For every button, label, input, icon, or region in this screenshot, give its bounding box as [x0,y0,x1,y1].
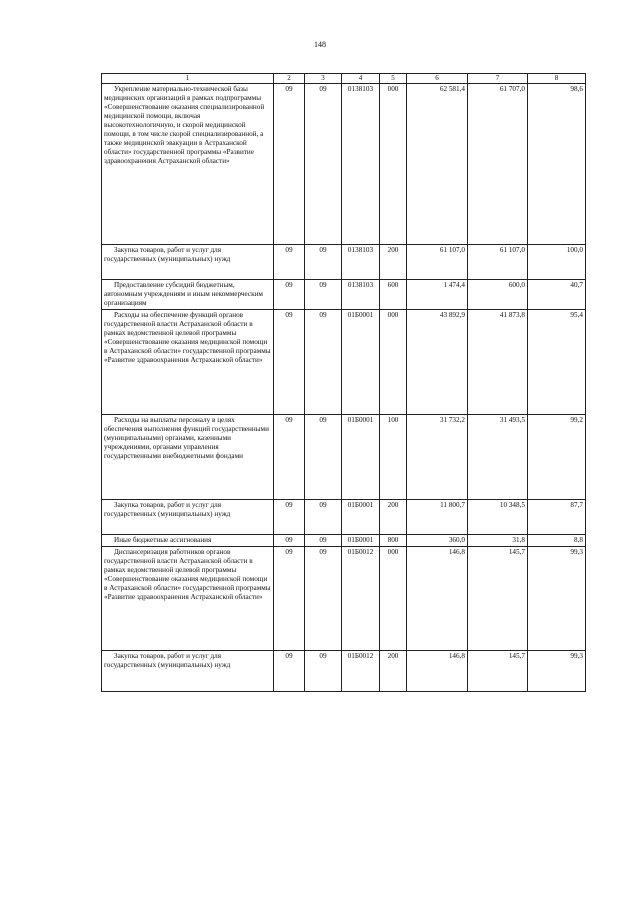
row-percent: 8,8 [528,535,586,547]
row-planned: 62 581,4 [407,84,468,245]
table-row [102,547,586,651]
budget-table [101,73,586,692]
row-name: Расходы на выплаты персоналу в целях обеспечения выполнения функций государственными (муниципальными) органами, казенными учреждениями, органами управления государственными внебюджетными фондами [102,415,274,500]
row-target-article: 01Б0012 [342,547,380,651]
row-name: Иные бюджетные ассигнования [102,535,274,547]
row-percent: 100,0 [528,245,586,280]
row-expense-type: 200 [380,500,407,535]
row-planned: 146,8 [407,651,468,692]
header-col-8: 8 [528,74,586,84]
row-expense-type: 000 [380,310,407,415]
row-expense-type: 000 [380,84,407,245]
row-section: 09 [274,84,305,245]
row-subsection: 09 [305,84,342,245]
row-name: Диспансеризация работников органов государственной власти Астраханской области в рамках ведомственной целевой программы «Совершенствование оказания медицинской помощи в Астраханской области» государственной программы «Развитие здравоохранения Астраханской области» [102,547,274,651]
row-planned: 43 892,9 [407,310,468,415]
row-section: 09 [274,535,305,547]
row-executed: 31 493,5 [468,415,528,500]
row-target-article: 0138103 [342,84,380,245]
table-row [102,84,586,245]
row-planned: 146,8 [407,547,468,651]
table-row [102,415,586,500]
header-col-1: 1 [102,74,274,84]
page-number: 148 [314,40,326,49]
row-subsection: 09 [305,651,342,692]
row-percent: 95,4 [528,310,586,415]
row-planned: 1 474,4 [407,280,468,310]
row-percent: 40,7 [528,280,586,310]
row-section: 09 [274,310,305,415]
row-subsection: 09 [305,280,342,310]
row-section: 09 [274,415,305,500]
header-row [102,74,586,84]
row-planned: 11 800,7 [407,500,468,535]
row-target-article: 0138103 [342,280,380,310]
row-subsection: 09 [305,535,342,547]
row-subsection: 09 [305,245,342,280]
row-percent: 99,3 [528,547,586,651]
row-expense-type: 000 [380,547,407,651]
row-expense-type: 200 [380,651,407,692]
row-name: Закупка товаров, работ и услуг для государственных (муниципальных) нужд [102,500,274,535]
row-planned: 61 107,0 [407,245,468,280]
table-row [102,280,586,310]
row-executed: 145,7 [468,547,528,651]
row-expense-type: 200 [380,245,407,280]
row-target-article: 01Б0001 [342,310,380,415]
row-percent: 98,6 [528,84,586,245]
row-executed: 10 348,5 [468,500,528,535]
row-target-article: 01Б0001 [342,500,380,535]
row-subsection: 09 [305,415,342,500]
row-section: 09 [274,547,305,651]
row-subsection: 09 [305,547,342,651]
row-name: Закупка товаров, работ и услуг для государственных (муниципальных) нужд [102,245,274,280]
row-planned: 31 732,2 [407,415,468,500]
row-name: Расходы на обеспечение функций органов государственной власти Астраханской области в рамках ведомственной целевой программы «Совершенствование оказания медицинской помощи в Астраханской области» государственной программы «Развитие здравоохранения Астраханской области» [102,310,274,415]
table-row [102,245,586,280]
row-percent: 99,2 [528,415,586,500]
row-subsection: 09 [305,500,342,535]
row-section: 09 [274,280,305,310]
row-name: Закупка товаров, работ и услуг для государственных (муниципальных) нужд [102,651,274,692]
table-row [102,535,586,547]
row-section: 09 [274,245,305,280]
row-expense-type: 800 [380,535,407,547]
row-section: 09 [274,500,305,535]
row-target-article: 0138103 [342,245,380,280]
header-col-6: 6 [407,74,468,84]
row-percent: 99,3 [528,651,586,692]
row-executed: 41 873,8 [468,310,528,415]
row-target-article: 01Б0001 [342,415,380,500]
table-row [102,310,586,415]
row-subsection: 09 [305,310,342,415]
row-name: Предоставление субсидий бюджетным, автономным учреждениям и иным некоммерческим организациям [102,280,274,310]
table-row [102,500,586,535]
row-executed: 61 707,0 [468,84,528,245]
row-target-article: 01Б0001 [342,535,380,547]
header-col-5: 5 [380,74,407,84]
row-expense-type: 100 [380,415,407,500]
table-row [102,651,586,692]
header-col-3: 3 [305,74,342,84]
header-col-4: 4 [342,74,380,84]
row-expense-type: 600 [380,280,407,310]
header-col-7: 7 [468,74,528,84]
row-name: Укрепление материально-технической базы медицинских организаций в рамках подпрограммы «Совершенствование оказания специализированной медицинской помощи, включая высокотехнологичную, и скорой медицинской помощи, в том числе скорой специализированной, а также медицинской эвакуации в Астраханской области» государственной программы «Развитие здравоохранения Астраханской области» [102,84,274,245]
row-executed: 145,7 [468,651,528,692]
row-target-article: 01Б0012 [342,651,380,692]
row-executed: 31,8 [468,535,528,547]
row-planned: 360,0 [407,535,468,547]
row-executed: 61 107,0 [468,245,528,280]
row-executed: 600,0 [468,280,528,310]
row-percent: 87,7 [528,500,586,535]
header-col-2: 2 [274,74,305,84]
row-section: 09 [274,651,305,692]
